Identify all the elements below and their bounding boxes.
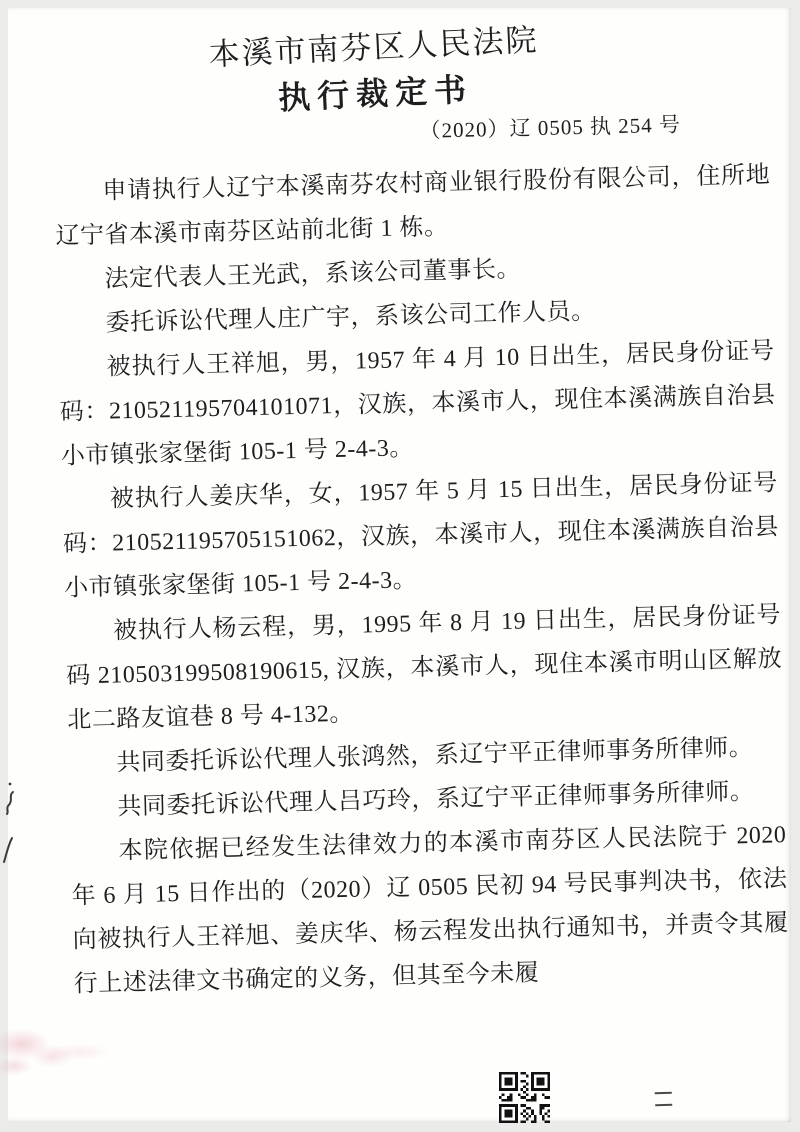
paragraph-applicant: 申请执行人辽宁本溪南芬农村商业银行股份有限公司，住所地辽宁省本溪市南芬区站前北街 1 栋。 <box>55 162 771 250</box>
paragraph-joint-agent-2: 共同委托诉讼代理人吕巧玲，系辽宁平正律师事务所律师。 <box>117 778 755 821</box>
qr-code-icon <box>497 1072 552 1123</box>
equals-mark <box>655 1092 672 1107</box>
case-number: （2020）辽 0505 执 254 号 <box>419 112 682 143</box>
paragraph-ruling-basis: 本院依据已经发生法律效力的本溪市南芬区人民法院于 2020 年 6 月 15 日作出的（2020）辽 0505 民初 94 号民事判决书，依法向被执行人王祥旭、姜庆华、杨云程发出执行通知书，并责令其履行上述法律文书确定的义务，但其至今未履 <box>71 822 789 998</box>
court-name: 本溪市南芬区人民法院 <box>207 22 540 73</box>
paragraph-litigation-agent: 委托诉讼代理人庄广宇，系该公司工作人员。 <box>105 298 596 337</box>
faded-stamp-smudge <box>0 1022 125 1078</box>
paragraph-respondent-3: 被执行人杨云程，男，1995 年 8 月 19 日出生，居民身份证号码 210503199508190615, 汉族，本溪市人，现住本溪市明山区解放北二路友谊巷 8 号 4-132。 <box>65 602 783 734</box>
paragraph-respondent-2: 被执行人姜庆华，女，1957 年 5 月 15 日出生，居民身份证号码：210521195705151062，汉族，本溪市人，现住本溪满族自治县小市镇张家堡街 105-1 号 2-4-3。 <box>62 470 780 602</box>
document-page <box>8 8 791 1122</box>
paragraph-respondent-1: 被执行人王祥旭，男，1957 年 4 月 10 日出生，居民身份证号码：210521195704101071，汉族，本溪市人，现住本溪满族自治县小市镇张家堡街 105-1 号 2-4-3。 <box>59 338 776 470</box>
paragraph-legal-representative: 法定代表人王光武，系该公司董事长。 <box>104 256 522 293</box>
ink-smudge-icon <box>0 834 16 866</box>
document-content <box>51 17 791 1006</box>
document-title: 执行裁定书 <box>277 71 474 117</box>
ink-smudge-icon <box>2 780 18 820</box>
paragraph-joint-agent-1: 共同委托诉讼代理人张鸿然，系辽宁平正律师事务所律师。 <box>116 734 754 777</box>
document-body <box>54 153 790 1006</box>
